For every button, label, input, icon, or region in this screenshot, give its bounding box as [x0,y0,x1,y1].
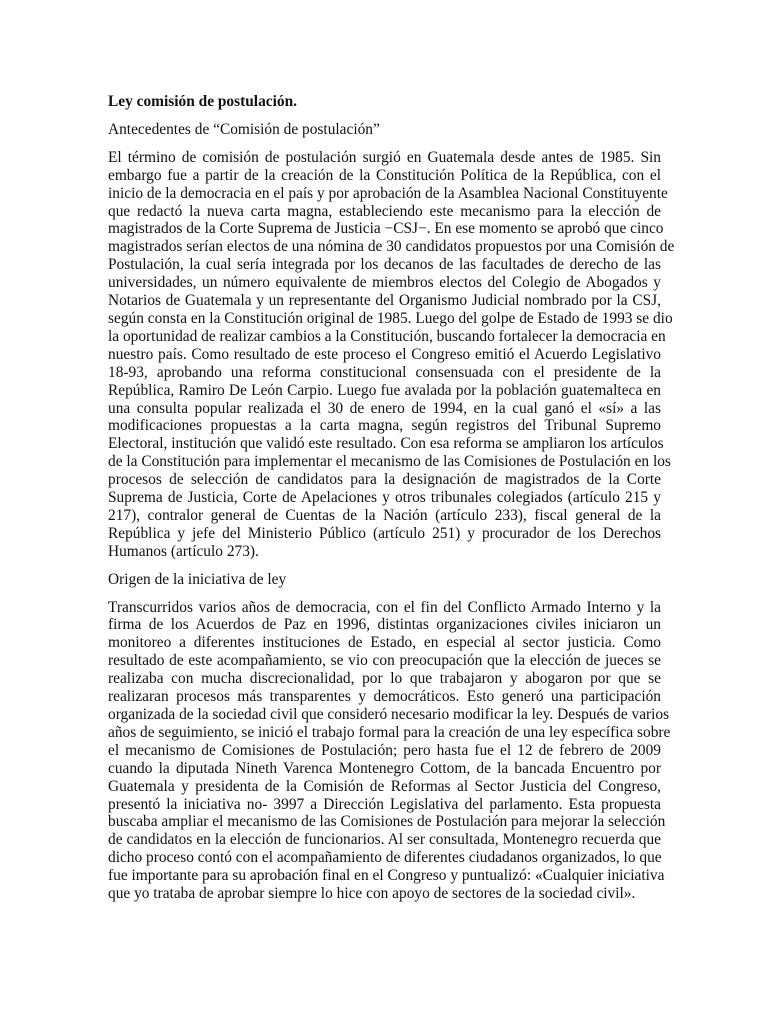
text-line: años de seguimiento, se inició el trabajo formal para la creación de una ley específica sobre [108,723,671,741]
text-line: magistrados serían electos de una nómina de 30 candidatos propuestos por una Comisión de [108,238,675,256]
text-line: una consulta popular realizada el 30 de enero de 1994, en la cual ganó el «sí» a las [108,399,661,417]
text-line: buscaba ampliar el mecanismo de las Comisiones de Postulación para mejorar la selección [108,813,666,831]
text-line: República, Ramiro De León Carpio. Luego fue avalada por la población guatemalteca en [108,381,661,399]
text-line: resultado de este acompañamiento, se vio con preocupación que la elección de jueces se [108,652,661,670]
text-line: que yo trataba de aprobar siempre lo hice con apoyo de sectores de la sociedad civil». [108,885,636,903]
text-line: Guatemala y presidenta de la Comisión de Reformas al Sector Justicia del Congreso, [108,777,661,795]
text-line: República y jefe del Ministerio Público (artículo 251) y procurador de los Derechos [108,524,661,542]
text-line: Postulación, la cual sería integrada por los decanos de las facultades de derecho de las [108,256,661,274]
text-line: firma de los Acuerdos de Paz en 1996, distintas organizaciones civiles iniciaron un [108,616,661,634]
text-line: cuando la diputada Nineth Varenca Montenegro Cottom, de la bancada Encuentro por [108,759,661,777]
text-line: magistrados de la Corte Suprema de Justicia −CSJ−. En ese momento se aprobó que cinco [108,220,664,238]
text-line: Notarios de Guatemala y un representante del Organismo Judicial nombrado por la CSJ, [108,292,661,310]
text-line: nuestro país. Como resultado de este proceso el Congreso emitió el Acuerdo Legislativo [108,345,661,363]
text-line: dicho proceso contó con el acompañamiento de diferentes ciudadanos organizados, lo que [108,849,662,867]
text-line: 18-93, aprobando una reforma constitucional consensuada con el presidente de la [108,363,661,381]
text-line: monitoreo a diferentes instituciones de Estado, en especial al sector justicia. Como [108,634,661,652]
text-line: de la Constitución para implementar el mecanismo de las Comisiones de Postulación en los [108,453,671,471]
text-line: inicio de la democracia en el país y por aprobación de la Asamblea Nacional Constituyente [108,184,668,202]
section-heading-origen: Origen de la iniciativa de ley [108,570,287,588]
text-line: según consta en la Constitución original de 1985. Luego del golpe de Estado de 1993 se dio [108,309,673,327]
text-line: presentó la iniciativa no- 3997 a Dirección Legislativa del parlamento. Esta propuesta [108,795,661,813]
text-line: embargo fue a partir de la creación de la Constitución Política de la República, con el [108,166,661,184]
text-line: de candidatos en la elección de funcionarios. Al ser consultada, Montenegro recuerda que [108,831,661,849]
document-page [108,93,675,913]
text-line: el mecanismo de Comisiones de Postulación; pero hasta fue el 12 de febrero de 2009 [108,741,661,759]
document-title: Ley comisión de postulación. [108,93,297,110]
text-line: modificaciones propuestas a la carta magna, según registros del Tribunal Supremo [108,417,661,435]
text-line: procesos de selección de candidatos para la designación de magistrados de la Corte [108,471,661,489]
text-line: que redactó la nueva carta magna, estableciendo este mecanismo para la elección de [108,202,661,220]
text-line: Transcurridos varios años de democracia, con el fin del Conflicto Armado Interno y la [108,598,661,616]
text-line: organizada de la sociedad civil que consideró necesario modificar la ley. Después de varios [108,706,670,723]
text-line: Electoral, institución que validó este resultado. Con esa reforma se ampliaron los artículos [108,435,664,453]
text-line: fue importante para su aprobación final en el Congreso y puntualizó: «Cualquier iniciativa [108,867,665,885]
text-line: universidades, un número equivalente de miembros electos del Colegio de Abogados y [108,274,661,292]
text-line: El término de comisión de postulación surgió en Guatemala desde antes de 1985. Sin [108,148,661,166]
text-line: Suprema de Justicia, Corte de Apelaciones y otros tribunales colegiados (artículo 215 y [108,489,661,507]
text-line: realizaba con mucha discrecionalidad, por lo que trabajaron y abogaron por que se [108,670,661,688]
text-line: Humanos (artículo 273). [108,542,259,560]
text-line: realizaran procesos más transparentes y democráticos. Esto generó una participación [108,688,661,706]
paragraph-origen [108,598,671,903]
text-line: 217), contralor general de Cuentas de la Nación (artículo 233), fiscal general de la [108,506,661,524]
paragraph-antecedentes [108,148,675,561]
section-heading-antecedentes: Antecedentes de “Comisión de postulación” [108,120,380,138]
text-line: la oportunidad de realizar cambios a la Constitución, buscando fortalecer la democracia en [108,327,666,345]
